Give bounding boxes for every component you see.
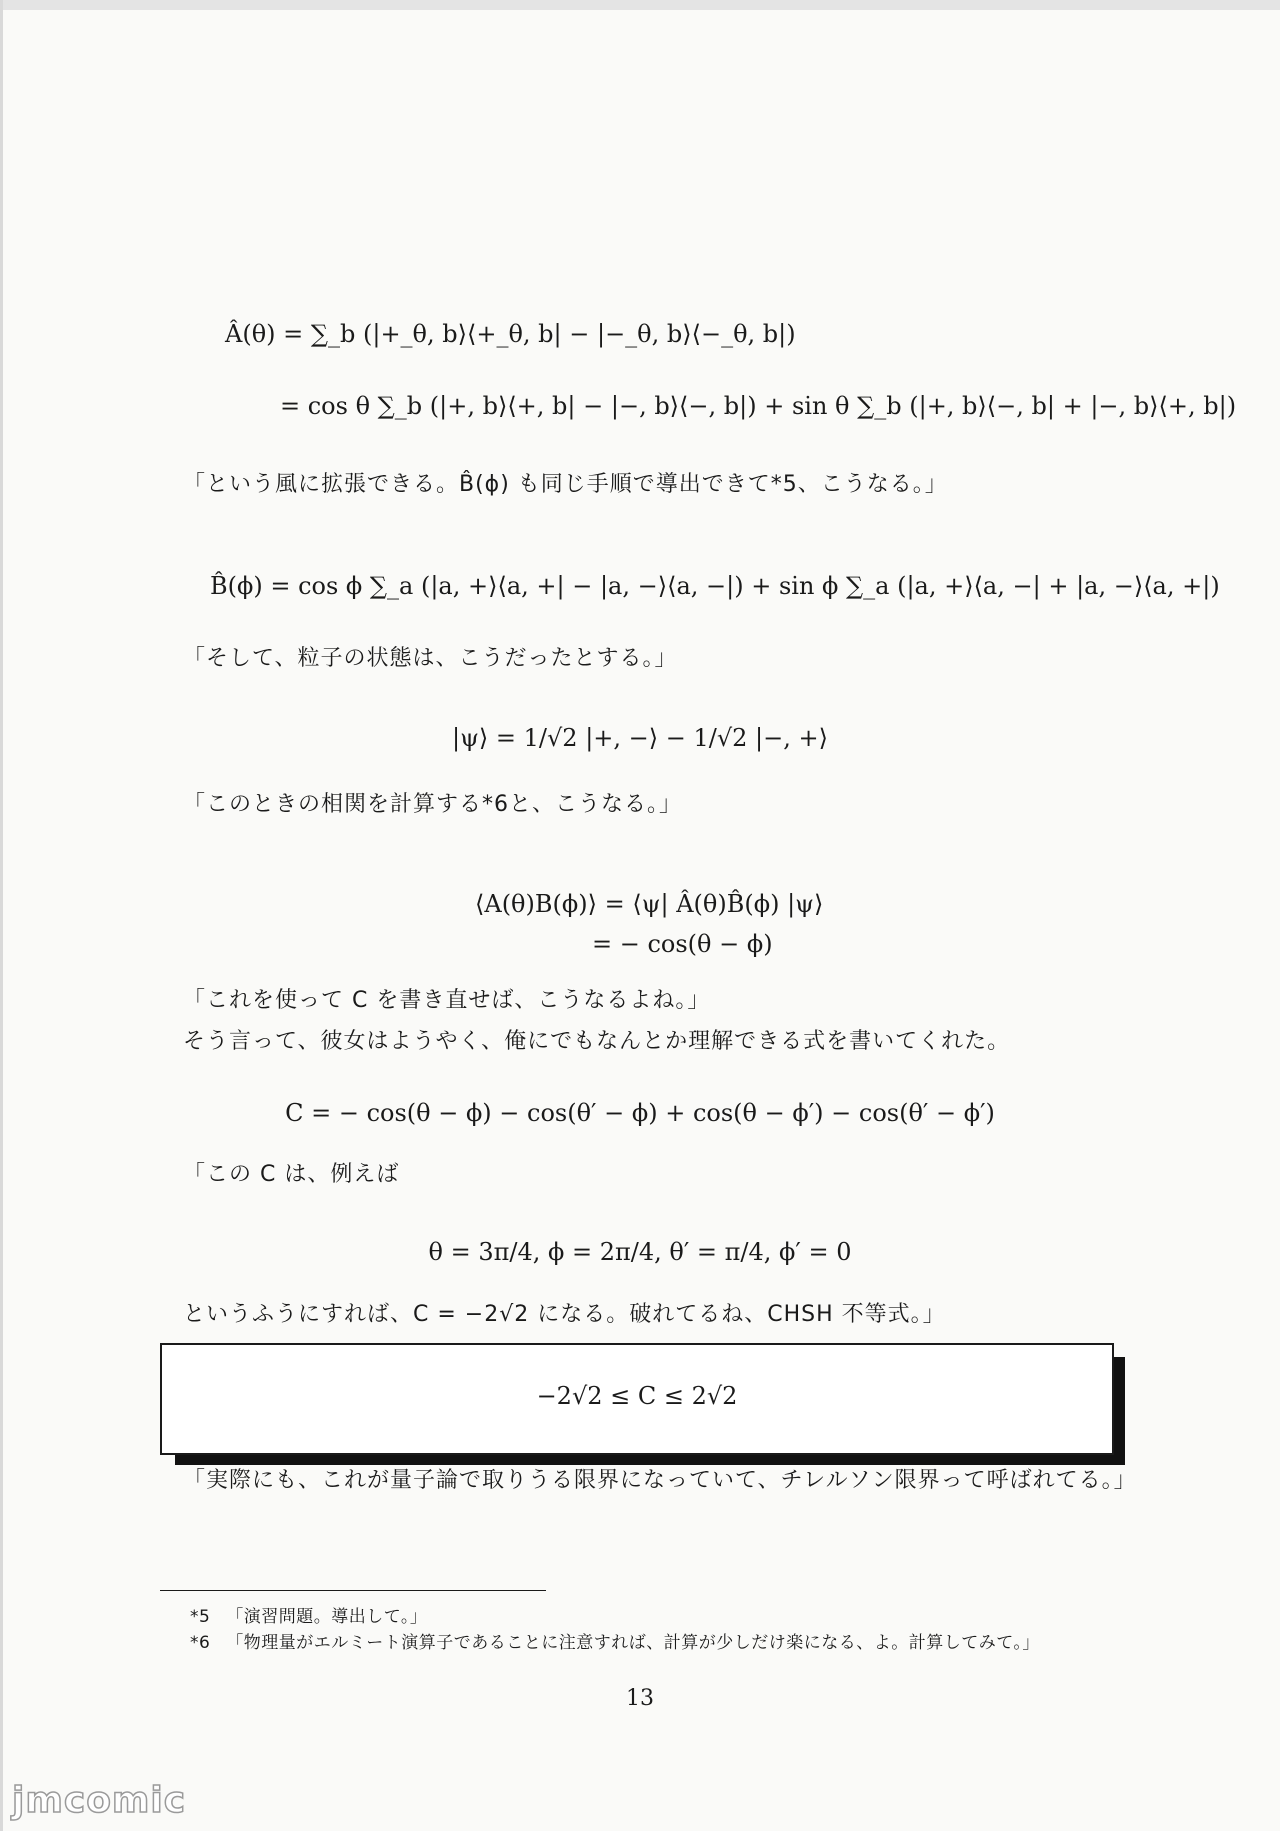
- footnote-text: 「演習問題。導出して。」: [226, 1607, 428, 1627]
- footnote-mark: *5: [190, 1607, 211, 1627]
- equation-tsirelson-bound: −2√2 ≤ C ≤ 2√2: [536, 1382, 738, 1410]
- equation-c-definition: C = − cos(θ − ϕ) − cos(θ′ − ϕ) + cos(θ − ϕ′) − cos(θ′ − ϕ′): [285, 1099, 995, 1127]
- equation-correlation-line1: ⟨A(θ)B(ϕ)⟩ = ⟨ψ| Â(θ)B̂(ϕ) |ψ⟩: [475, 890, 824, 918]
- prose-paragraph-4: 「これを使って C を書き直せば、こうなるよね。」: [183, 988, 711, 1013]
- boxed-equation: [160, 1343, 1114, 1455]
- watermark-logo: jmcomic: [12, 1780, 187, 1821]
- prose-paragraph-5: そう言って、彼女はようやく、俺にでもなんとか理解できる式を書いてくれた。: [183, 1029, 1011, 1054]
- prose-paragraph-1: 「という風に拡張できる。B̂(ϕ) も同じ手順で導出できて*5、こうなる。」: [183, 472, 948, 497]
- equation-correlation-line2: = − cos(θ − ϕ): [592, 930, 773, 958]
- equation-angles: θ = 3π/4, ϕ = 2π/4, θ′ = π/4, ϕ′ = 0: [428, 1238, 852, 1266]
- prose-paragraph-2: 「そして、粒子の状態は、こうだったとする。」: [183, 646, 678, 671]
- footnote-6: [190, 1628, 1040, 1653]
- scan-top-shade: [0, 0, 1280, 10]
- footnote-5: [190, 1602, 427, 1627]
- prose-paragraph-8: 「実際にも、これが量子論で取りうる限界になっていて、チレルソン限界って呼ばれてる。」: [183, 1468, 1137, 1493]
- page-number: 13: [626, 1686, 654, 1711]
- footnote-text: 「物理量がエルミート演算子であることに注意すれば、計算が少しだけ楽になる、よ。計算してみて。」: [226, 1633, 1040, 1653]
- prose-paragraph-7: というふうにすれば、C = −2√2 になる。破れてるね、CHSH 不等式。」: [183, 1302, 946, 1327]
- footnote-mark: *6: [190, 1633, 211, 1653]
- prose-paragraph-3: 「このときの相関を計算する*6と、こうなる。」: [183, 792, 682, 817]
- footnote-rule: [160, 1590, 546, 1591]
- prose-paragraph-6: 「この C は、例えば: [183, 1162, 400, 1187]
- equation-psi: |ψ⟩ = 1/√2 |+, −⟩ − 1/√2 |−, +⟩: [452, 724, 828, 752]
- equation-a-hat-line2: = cos θ ∑_b (|+, b⟩⟨+, b| − |−, b⟩⟨−, b|) + sin θ ∑_b (|+, b⟩⟨−, b| + |−, b⟩⟨+, b|): [280, 392, 1237, 420]
- equation-b-hat: B̂(ϕ) = cos ϕ ∑_a (|a, +⟩⟨a, +| − |a, −⟩⟨a, −|) + sin ϕ ∑_a (|a, +⟩⟨a, −| + |a, −⟩⟨a, +|): [210, 572, 1220, 600]
- scan-left-edge: [0, 0, 3, 1831]
- equation-a-hat-line1: Â(θ) = ∑_b (|+_θ, b⟩⟨+_θ, b| − |−_θ, b⟩⟨−_θ, b|): [225, 320, 796, 348]
